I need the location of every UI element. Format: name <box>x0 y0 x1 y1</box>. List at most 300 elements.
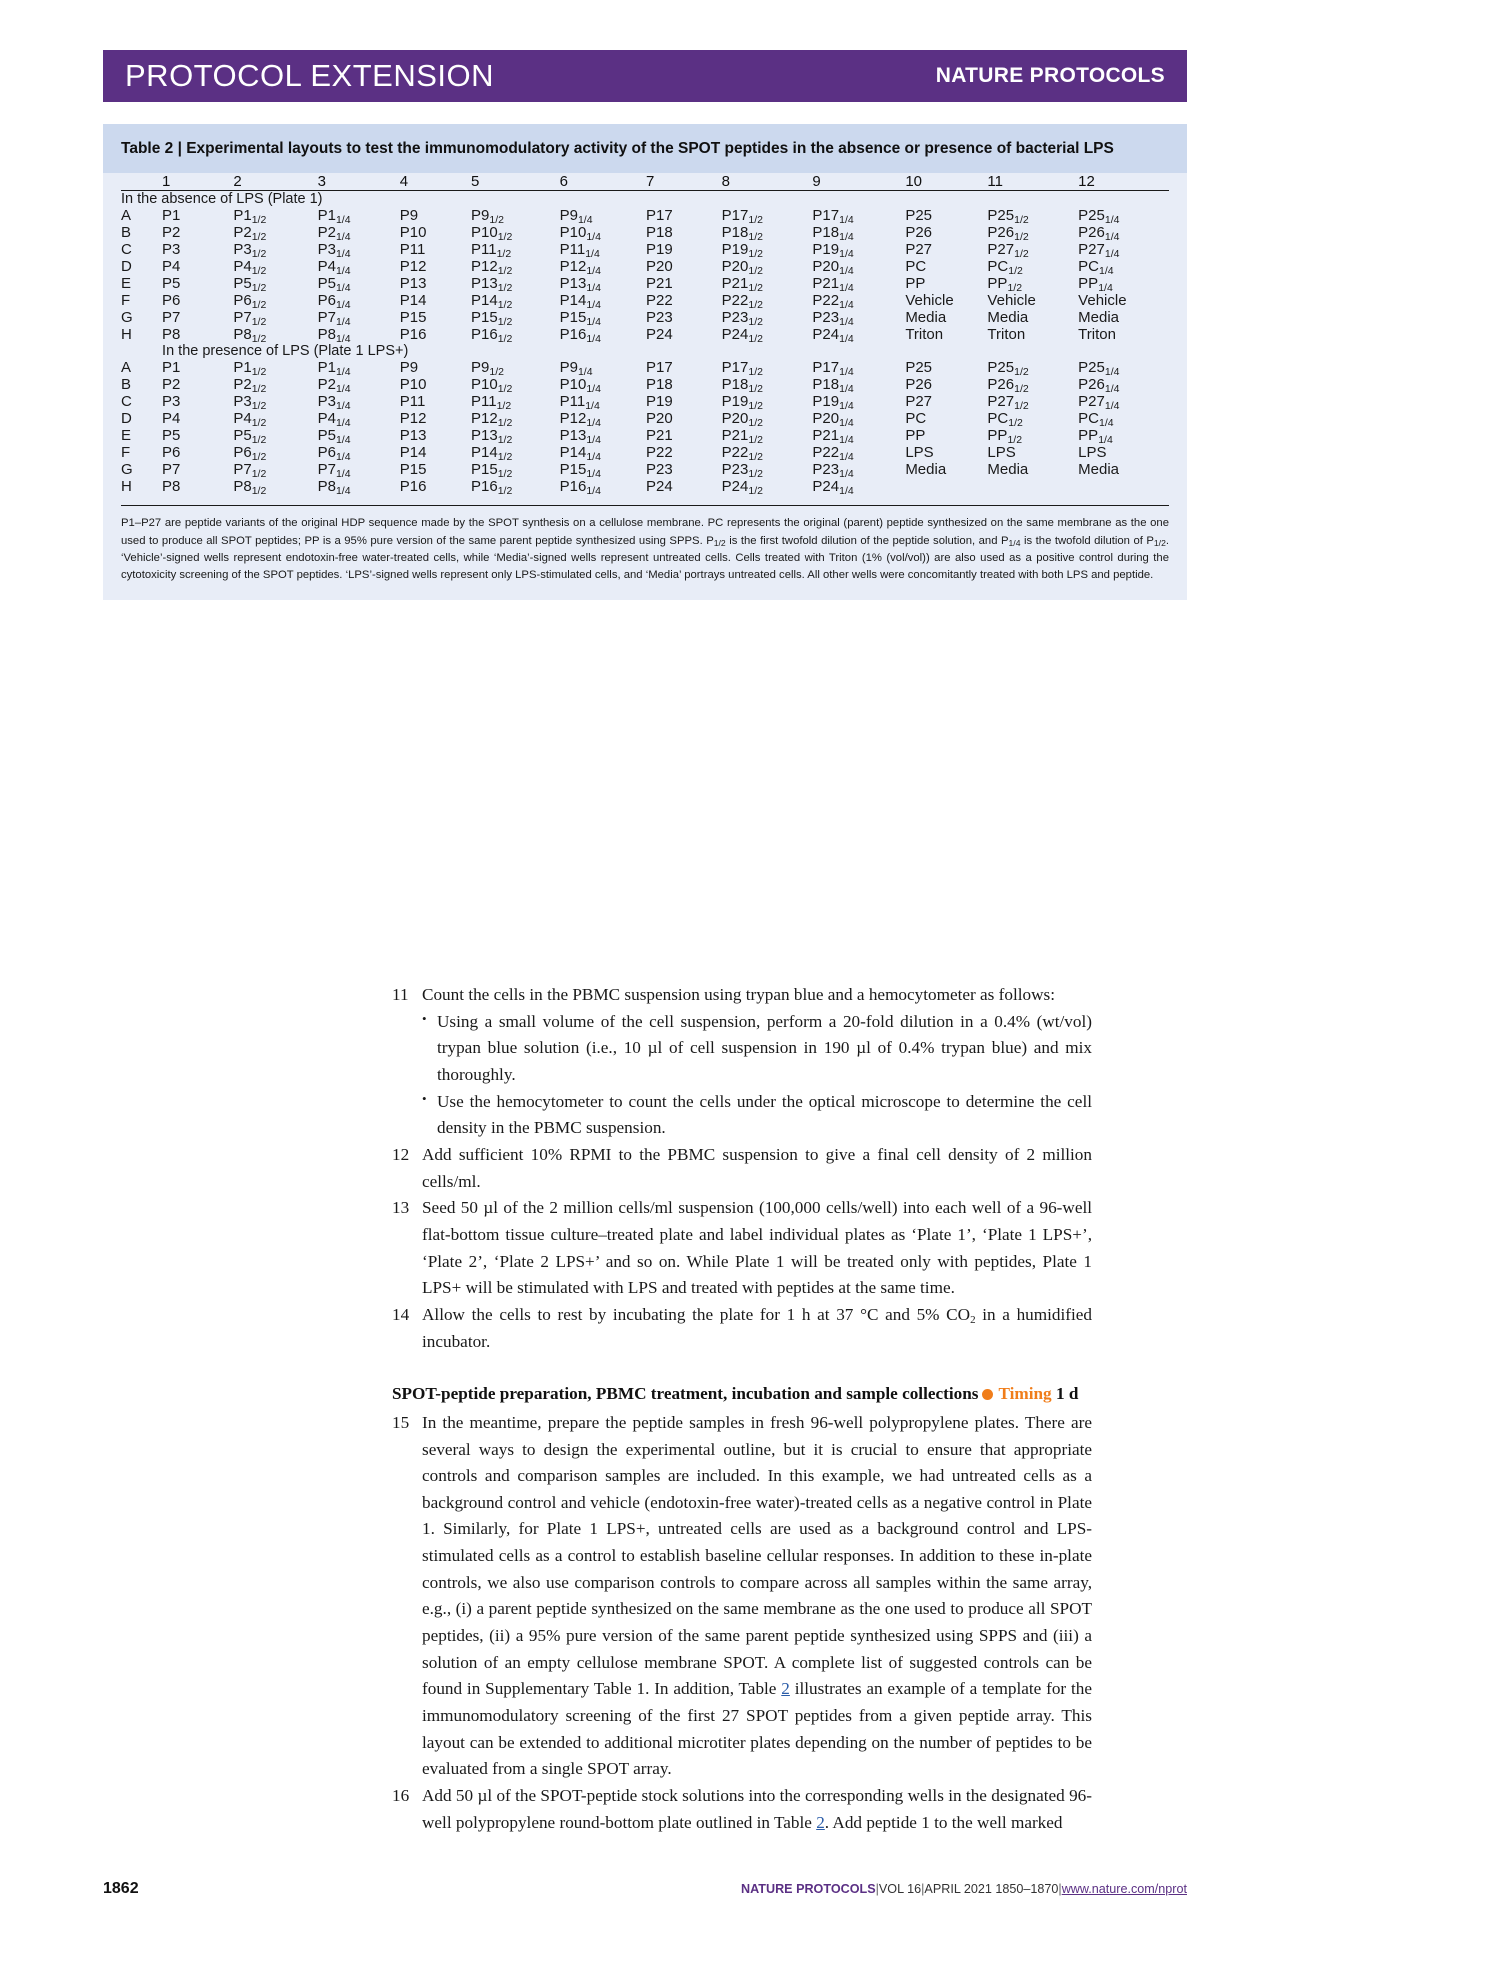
well-cell: $P5_{1/4}$ <box>317 275 351 295</box>
well-cell: $P20_{1/2}$ <box>721 258 763 278</box>
timing-dot-icon <box>982 1389 993 1400</box>
footer-citation <box>741 1882 1187 1896</box>
block-1-label-row <box>121 191 1169 207</box>
step-15-text-part-b: illustrates an example of a template for the immunomodulatory screening of the first 27 SPOT peptides from a given peptide array. This layout can be extended to additional microtiter plates depending on the number of peptides to be evaluated from a single SPOT array. <box>422 1679 1092 1779</box>
well-cell: $P14_{1/4}$ <box>559 292 601 312</box>
well-cell: P3 <box>162 241 181 259</box>
well-cell: $P26_{1/4}$ <box>1078 376 1120 396</box>
well-cell: $P21_{1/4}$ <box>812 427 854 447</box>
step-11-bullet-1: • Using a small volume of the cell suspension, perform a 20-fold dilution in a 0.4% (wt/vol) trypan blue solution (i.e., 10 µl of cell suspension in 190 µl of 0.4% trypan blue) and mix thoroughly. <box>422 1009 1092 1089</box>
well-cell: $P21_{1/4}$ <box>812 275 854 295</box>
row-label: E <box>121 427 132 445</box>
well-cell: $P26_{1/2}$ <box>987 376 1029 396</box>
column-header-1: 1 <box>162 173 171 191</box>
well-cell: $P22_{1/2}$ <box>721 444 763 464</box>
footer-sep-1: | <box>875 1882 879 1896</box>
section-heading-text: SPOT-peptide preparation, PBMC treatment, incubation and sample collections <box>392 1384 979 1404</box>
well-cell: $P6_{1/2}$ <box>233 444 267 464</box>
well-cell: Triton <box>1078 326 1116 344</box>
well-cell: $P12_{1/2}$ <box>471 258 513 278</box>
well-cell: $P11_{1/2}$ <box>471 393 512 413</box>
main-text-column <box>392 982 1092 1836</box>
well-cell: Media <box>905 461 947 479</box>
step-14-text-part-a: Allow the cells to rest by incubating the plate for 1 h at 37 °C and 5% CO <box>422 1304 971 1324</box>
well-cell: P4 <box>162 410 181 428</box>
table-2-reference-link-a[interactable]: 2 <box>781 1679 790 1699</box>
well-cell: $P25_{1/4}$ <box>1078 359 1120 379</box>
well-cell: $P6_{1/2}$ <box>233 292 267 312</box>
well-cell: P11 <box>399 241 426 259</box>
row-label: C <box>121 241 132 259</box>
well-cell: $P15_{1/2}$ <box>471 461 513 481</box>
table-caption <box>121 138 1169 159</box>
well-cell: $P9_{1/2}$ <box>471 359 504 379</box>
table-2-container <box>103 124 1187 600</box>
well-cell: $P16_{1/2}$ <box>471 326 513 346</box>
well-cell: $P15_{1/2}$ <box>471 309 513 329</box>
table-2-reference-link-b[interactable]: 2 <box>816 1812 825 1832</box>
well-cell: $P12_{1/2}$ <box>471 410 513 430</box>
step-16-text-part-b: . Add peptide 1 to the well marked <box>824 1812 1063 1832</box>
row-label: E <box>121 275 132 293</box>
column-header-7: 7 <box>646 173 655 191</box>
well-cell: $P18_{1/2}$ <box>721 224 763 244</box>
well-cell: $P17_{1/4}$ <box>812 207 854 227</box>
well-cell: $P13_{1/2}$ <box>471 275 513 295</box>
column-header-8: 8 <box>721 173 730 191</box>
well-cell: $P9_{1/2}$ <box>471 207 504 227</box>
well-cell: $P19_{1/4}$ <box>812 241 854 261</box>
row-label: H <box>121 326 132 344</box>
row-label: F <box>121 444 131 462</box>
well-cell: LPS <box>987 444 1016 462</box>
table-row <box>121 224 1169 241</box>
well-cell: $P25_{1/2}$ <box>987 359 1029 379</box>
well-cell: $P2_{1/2}$ <box>233 376 267 396</box>
well-cell: $P14_{1/2}$ <box>471 292 513 312</box>
well-cell: $PC_{1/2}$ <box>987 410 1023 430</box>
well-cell: P18 <box>646 376 673 394</box>
well-cell: P7 <box>162 309 181 327</box>
row-label: G <box>121 309 133 327</box>
well-cell: $P2_{1/4}$ <box>317 376 351 396</box>
row-label: A <box>121 359 132 377</box>
row-label: A <box>121 207 132 225</box>
step-14-text <box>422 1302 1092 1355</box>
table-caption-text: Experimental layouts to test the immunomodulatory activity of the SPOT peptides in the absence or presence of bacterial LPS <box>181 140 1114 157</box>
page-header-banner <box>103 50 1187 102</box>
well-cell: $P27_{1/4}$ <box>1078 241 1120 261</box>
step-16-text-part-a: Add 50 µl of the SPOT-peptide stock solutions into the corresponding wells in the designated 96-well polypropylene round-bottom plate outlined in Table <box>422 1786 1092 1832</box>
well-cell: P26 <box>905 376 933 394</box>
well-cell: $P27_{1/4}$ <box>1078 393 1120 413</box>
column-header-12: 12 <box>1078 173 1095 191</box>
well-cell: $P6_{1/4}$ <box>317 292 351 312</box>
timing-label: Timing <box>998 1384 1052 1404</box>
well-cell: $P4_{1/4}$ <box>317 410 351 430</box>
well-cell: $P26_{1/2}$ <box>987 224 1029 244</box>
footer-url-link[interactable]: www.nature.com/nprot <box>1061 1882 1187 1896</box>
corner-cell <box>121 173 162 190</box>
protocol-step-14 <box>392 1302 1092 1355</box>
well-cell: $P23_{1/2}$ <box>721 309 763 329</box>
well-cell: $P23_{1/4}$ <box>812 309 854 329</box>
well-cell: P25 <box>905 207 933 225</box>
well-cell: $P20_{1/4}$ <box>812 258 854 278</box>
well-cell: $P24_{1/4}$ <box>812 478 854 498</box>
well-cell: $PP_{1/2}$ <box>987 275 1023 295</box>
well-cell: P22 <box>646 292 673 310</box>
table-row <box>121 207 1169 224</box>
co2-subscript: 2 <box>970 1313 976 1326</box>
table-row <box>121 258 1169 275</box>
well-cell: P1 <box>162 359 181 377</box>
well-cell: $P27_{1/2}$ <box>987 241 1029 261</box>
well-cell: $P24_{1/2}$ <box>721 326 763 346</box>
well-cell: Media <box>987 461 1029 479</box>
well-cell: P10 <box>399 224 427 242</box>
protocol-step-16 <box>392 1783 1092 1836</box>
well-cell <box>1078 478 1169 495</box>
block-2-label-row <box>121 343 1169 359</box>
well-cell: Vehicle <box>905 292 954 310</box>
well-cell: $P4_{1/2}$ <box>233 258 267 278</box>
well-cell: $P3_{1/4}$ <box>317 393 351 413</box>
step-15-number: 15 <box>392 1412 410 1432</box>
well-cell: Media <box>1078 461 1120 479</box>
row-label: D <box>121 258 132 276</box>
well-cell: $PP_{1/2}$ <box>987 427 1023 447</box>
well-cell: P22 <box>646 444 673 462</box>
step-12-text: Add sufficient 10% RPMI to the PBMC suspension to give a final cell density of 2 million cells/ml. <box>422 1144 1092 1191</box>
well-cell <box>987 478 1078 495</box>
footer-journal-name: NATURE PROTOCOLS <box>741 1882 876 1896</box>
well-cell: P21 <box>646 427 673 445</box>
well-cell: $P16_{1/4}$ <box>559 478 601 498</box>
well-cell: $P7_{1/4}$ <box>317 461 351 481</box>
well-cell: $PP_{1/4}$ <box>1078 275 1113 295</box>
well-cell: P5 <box>162 427 181 445</box>
header-section-title: PROTOCOL EXTENSION <box>125 58 495 93</box>
well-cell: $P15_{1/4}$ <box>559 309 601 329</box>
well-cell: $P7_{1/2}$ <box>233 461 267 481</box>
well-cell: $P16_{1/4}$ <box>559 326 601 346</box>
well-cell: P3 <box>162 393 181 411</box>
table-row <box>121 461 1169 478</box>
well-cell: $P7_{1/4}$ <box>317 309 351 329</box>
well-cell: $P7_{1/2}$ <box>233 309 267 329</box>
table-row <box>121 427 1169 444</box>
step-11-number: 11 <box>392 985 409 1004</box>
column-header-4: 4 <box>399 173 409 191</box>
well-cell: $P25_{1/2}$ <box>987 207 1029 227</box>
well-cell: P14 <box>399 444 427 462</box>
row-label: B <box>121 376 132 394</box>
step-16-text <box>422 1783 1092 1836</box>
well-cell: PC <box>905 258 927 276</box>
well-cell: $P8_{1/2}$ <box>233 478 267 498</box>
well-cell: $P9_{1/4}$ <box>559 359 593 379</box>
protocol-step-12 <box>392 1142 1092 1195</box>
well-cell: $P24_{1/2}$ <box>721 478 763 498</box>
step-15-text-part-a: In the meantime, prepare the peptide samples in fresh 96-well polypropylene plates. There are several ways to design the experimental outline, but it is crucial to ensure that appropriate controls and comparison samples are included. In this example, we had untreated cells as a background control and vehicle (endotoxin-free water)-treated cells as a negative control in Plate 1. Similarly, for Plate 1 LPS+, untreated cells are used as a background control and LPS-stimulated cells as a control to establish baseline cellular responses. In addition to these in-plate controls, we also use comparison controls to compare across all samples within the same array, e.g., (i) a parent peptide synthesized on the same membrane as the one used to produce all SPOT peptides, (ii) a 95% pure version of the same parent peptide synthesized using SPPS and (iii) a solution of an empty cellulose membrane SPOT. A complete list of suggested controls can be found in Supplementary Table 1. In addition, Table <box>422 1412 1092 1699</box>
table-row <box>121 478 1169 495</box>
well-cell: $P13_{1/2}$ <box>471 427 513 447</box>
footer-volume: VOL 16 <box>878 1882 922 1896</box>
well-cell: P10 <box>399 376 427 394</box>
table-footnote: P1–P27 are peptide variants of the original HDP sequence made by the SPOT synthesis on a cellulose membrane. PC represents the original (parent) peptide synthesized on the same membrane as the one used to produce all SPOT peptides; PP is a 95% pure version of the same parent peptide synthesized using SPPS. $P_{1/2}$ is the first twofold dilution of the peptide solution, and $P_{1/4}$ is the twofold dilution of $P_{1/2}$. ‘Vehicle’-signed wells represent endotoxin-free water-treated cells, while ‘Media’-signed wells represent untreated cells. Cells treated with Triton (1% (vol/vol)) are also used as a positive control during the cytotoxicity screening of the SPOT peptides. ‘LPS’-signed wells represent only LPS-stimulated cells, and ‘Media’ portrays untreated cells. All other wells were concomitantly treated with both LPS and peptide. <box>121 517 1169 581</box>
well-cell: $P3_{1/4}$ <box>317 241 351 261</box>
well-cell: Media <box>1078 309 1120 327</box>
step-15-text <box>422 1410 1092 1783</box>
well-cell: $P5_{1/2}$ <box>233 275 267 295</box>
well-cell: P16 <box>399 326 427 344</box>
well-cell: P2 <box>162 224 181 242</box>
well-cell: $P12_{1/4}$ <box>559 410 601 430</box>
row-label: C <box>121 393 132 411</box>
well-cell: $PP_{1/4}$ <box>1078 427 1113 447</box>
table-row <box>121 410 1169 427</box>
well-cell: P6 <box>162 292 181 310</box>
well-cell: P17 <box>646 207 673 225</box>
well-cell: P9 <box>399 207 419 225</box>
step-11-bullet-2: • Use the hemocytometer to count the cells under the optical microscope to determine the cell density in the PBMC suspension. <box>422 1089 1092 1142</box>
step-13-text: Seed 50 µl of the 2 million cells/ml suspension (100,000 cells/well) into each well of a 96-well flat-bottom tissue culture–treated plate and label individual plates as ‘Plate 1’, ‘Plate 1 LPS+’, ‘Plate 2’, ‘Plate 2 LPS+’ and so on. While Plate 1 will be treated only with peptides, Plate 1 LPS+ will be stimulated with LPS and treated with peptides at the same time. <box>422 1198 1092 1298</box>
well-cell: $PC_{1/2}$ <box>987 258 1023 278</box>
well-cell: $P2_{1/2}$ <box>233 224 267 244</box>
well-cell: $P19_{1/4}$ <box>812 393 854 413</box>
well-cell: P4 <box>162 258 181 276</box>
footer-sep-2: | <box>921 1882 925 1896</box>
well-cell: P25 <box>905 359 933 377</box>
well-cell: P9 <box>399 359 419 377</box>
row-label: F <box>121 292 131 310</box>
column-header-10: 10 <box>905 173 922 191</box>
well-cell: P18 <box>646 224 673 242</box>
well-cell: $P18_{1/4}$ <box>812 376 854 396</box>
well-cell: $PC_{1/4}$ <box>1078 258 1114 278</box>
page-number: 1862 <box>103 1880 139 1897</box>
well-cell: P19 <box>646 393 673 411</box>
well-cell: P11 <box>399 393 426 411</box>
step-13-number: 13 <box>392 1198 410 1218</box>
row-label: B <box>121 224 132 242</box>
well-cell: $P3_{1/2}$ <box>233 393 267 413</box>
well-cell: $P11_{1/4}$ <box>559 241 600 261</box>
well-cell: $P10_{1/2}$ <box>471 376 513 396</box>
well-cell: $P5_{1/2}$ <box>233 427 267 447</box>
well-cell: $P10_{1/4}$ <box>559 376 601 396</box>
well-cell: $P1_{1/4}$ <box>317 359 351 379</box>
table-row <box>121 275 1169 292</box>
plate-layout-table-block2 <box>121 343 1169 498</box>
well-cell: $P27_{1/2}$ <box>987 393 1029 413</box>
step-12-number: 12 <box>392 1144 410 1164</box>
well-cell: Media <box>905 309 947 327</box>
well-cell: $P13_{1/4}$ <box>559 427 601 447</box>
footer-pages: 1850–1870 <box>995 1882 1059 1896</box>
column-header-5: 5 <box>471 173 480 191</box>
well-cell: $P14_{1/2}$ <box>471 444 513 464</box>
protocol-step-15 <box>392 1410 1092 1783</box>
well-cell: PP <box>905 275 926 293</box>
well-cell: $P18_{1/2}$ <box>721 376 763 396</box>
well-cell: $P17_{1/4}$ <box>812 359 854 379</box>
well-cell: LPS <box>905 444 934 462</box>
row-label: H <box>121 478 132 496</box>
column-header-9: 9 <box>812 173 821 191</box>
well-cell: P8 <box>162 326 181 344</box>
well-cell: $P13_{1/4}$ <box>559 275 601 295</box>
well-cell: $P4_{1/2}$ <box>233 410 267 430</box>
well-cell: Triton <box>905 326 944 344</box>
well-cell: $P21_{1/2}$ <box>721 275 763 295</box>
well-cell: P5 <box>162 275 181 293</box>
row-label: G <box>121 461 133 479</box>
step-14-number: 14 <box>392 1304 410 1324</box>
well-cell: P27 <box>905 393 933 411</box>
well-cell: $P1_{1/2}$ <box>233 359 267 379</box>
well-cell: $PC_{1/4}$ <box>1078 410 1114 430</box>
timing-value: 1 d <box>1055 1384 1079 1404</box>
well-cell: $P2_{1/4}$ <box>317 224 351 244</box>
well-cell: $P9_{1/4}$ <box>559 207 593 227</box>
well-cell: $P11_{1/2}$ <box>471 241 512 261</box>
protocol-step-11 <box>392 982 1092 1009</box>
well-cell: P23 <box>646 461 673 479</box>
well-cell: $P17_{1/2}$ <box>721 359 763 379</box>
well-cell: $P8_{1/2}$ <box>233 326 267 346</box>
well-cell: P20 <box>646 258 673 276</box>
step-14-text-part-b: in a humidified incubator. <box>422 1304 1093 1351</box>
well-cell: $P14_{1/4}$ <box>559 444 601 464</box>
well-cell: P8 <box>162 478 181 496</box>
well-cell: Vehicle <box>987 292 1036 310</box>
plate-layout-body <box>121 191 1169 207</box>
well-cell: Triton <box>987 326 1026 344</box>
page-footer <box>103 1880 1187 1898</box>
well-cell: P14 <box>399 292 427 310</box>
well-cell: $P18_{1/4}$ <box>812 224 854 244</box>
table-row <box>121 292 1169 309</box>
well-cell: Vehicle <box>1078 292 1127 310</box>
well-cell: P21 <box>646 275 673 293</box>
well-cell: P24 <box>646 326 673 344</box>
well-cell: P23 <box>646 309 673 327</box>
well-cell: $P23_{1/4}$ <box>812 461 854 481</box>
well-cell: $P20_{1/4}$ <box>812 410 854 430</box>
table-row <box>121 326 1169 343</box>
step-16-number: 16 <box>392 1786 410 1806</box>
row-label: D <box>121 410 132 428</box>
column-header-11: 11 <box>987 173 1003 191</box>
well-cell: $P25_{1/4}$ <box>1078 207 1120 227</box>
well-cell: PC <box>905 410 927 428</box>
protocol-step-13 <box>392 1195 1092 1302</box>
table-body-area <box>103 173 1187 498</box>
well-cell <box>905 478 987 495</box>
well-cell: $P22_{1/2}$ <box>721 292 763 312</box>
well-cell: P13 <box>399 427 427 445</box>
table-row <box>121 309 1169 326</box>
well-cell: P6 <box>162 444 181 462</box>
table-row <box>121 444 1169 461</box>
table-column-header-row <box>121 173 1169 190</box>
step-11-bullet-list <box>392 1009 1092 1142</box>
well-cell: $P16_{1/2}$ <box>471 478 513 498</box>
well-cell: P2 <box>162 376 181 394</box>
block-2-label-spacer <box>121 343 162 359</box>
well-cell: $P17_{1/2}$ <box>721 207 763 227</box>
well-cell: P13 <box>399 275 427 293</box>
table-row <box>121 376 1169 393</box>
footer-sep-3: | <box>1058 1882 1062 1896</box>
column-header-6: 6 <box>559 173 568 191</box>
plate-layout-table <box>121 173 1169 346</box>
well-cell: $P15_{1/4}$ <box>559 461 601 481</box>
table-row <box>121 359 1169 376</box>
step-11-text: Count the cells in the PBMC suspension using trypan blue and a hemocytometer as follows: <box>422 985 1055 1004</box>
well-cell: P1 <box>162 207 181 225</box>
well-cell: P20 <box>646 410 673 428</box>
well-cell: $P3_{1/2}$ <box>233 241 267 261</box>
section-heading-spot-peptide-prep <box>392 1381 1092 1408</box>
table-row <box>121 241 1169 258</box>
block-1-label: In the absence of LPS (Plate 1) <box>121 191 323 208</box>
well-cell: P24 <box>646 478 673 496</box>
block-2-label: In the presence of LPS (Plate 1 LPS+) <box>162 343 409 360</box>
well-cell: $P22_{1/4}$ <box>812 292 854 312</box>
well-cell: $P8_{1/4}$ <box>317 478 351 498</box>
well-cell: $P24_{1/4}$ <box>812 326 854 346</box>
well-cell: P26 <box>905 224 933 242</box>
well-cell: LPS <box>1078 444 1107 462</box>
table-title-area <box>103 124 1187 173</box>
well-cell: $P21_{1/2}$ <box>721 427 763 447</box>
well-cell: $P19_{1/2}$ <box>721 393 763 413</box>
column-header-2: 2 <box>233 173 242 191</box>
well-cell: $P1_{1/4}$ <box>317 207 351 227</box>
well-cell: $P4_{1/4}$ <box>317 258 351 278</box>
well-cell: $P6_{1/4}$ <box>317 444 351 464</box>
well-cell: $P22_{1/4}$ <box>812 444 854 464</box>
well-cell: $P19_{1/2}$ <box>721 241 763 261</box>
table-row <box>121 393 1169 410</box>
table-number-label: Table 2 | <box>121 140 182 157</box>
well-cell: $P26_{1/4}$ <box>1078 224 1120 244</box>
well-cell: $P20_{1/2}$ <box>721 410 763 430</box>
well-cell: $P10_{1/4}$ <box>559 224 601 244</box>
well-cell: P15 <box>399 309 427 327</box>
well-cell: P12 <box>399 410 427 428</box>
well-cell: P16 <box>399 478 427 496</box>
well-cell: $P10_{1/2}$ <box>471 224 513 244</box>
well-cell: $P12_{1/4}$ <box>559 258 601 278</box>
well-cell: P15 <box>399 461 427 479</box>
well-cell: Media <box>987 309 1029 327</box>
well-cell: P27 <box>905 241 933 259</box>
well-cell: $P1_{1/2}$ <box>233 207 267 227</box>
well-cell: $P8_{1/4}$ <box>317 326 351 346</box>
well-cell: PP <box>905 427 926 445</box>
well-cell: $P11_{1/4}$ <box>559 393 600 413</box>
column-header-3: 3 <box>317 173 326 191</box>
well-cell: P17 <box>646 359 673 377</box>
well-cell: $P23_{1/2}$ <box>721 461 763 481</box>
header-journal-title: NATURE PROTOCOLS <box>935 64 1165 87</box>
well-cell: $P5_{1/4}$ <box>317 427 351 447</box>
well-cell: P7 <box>162 461 181 479</box>
